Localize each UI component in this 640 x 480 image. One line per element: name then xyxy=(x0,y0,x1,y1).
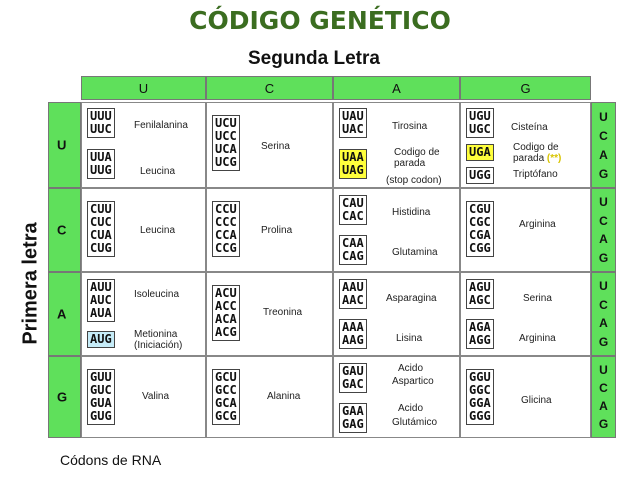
amino-acid-label: Lisina xyxy=(396,333,423,344)
third-letter: C xyxy=(599,128,608,143)
codon-group xyxy=(339,403,367,433)
second-letter-label: Segunda Letra xyxy=(248,48,380,69)
row-header-label: U xyxy=(57,137,67,153)
row-header-u xyxy=(48,102,81,188)
codon: CUG xyxy=(90,241,112,255)
cell-gc xyxy=(206,356,333,438)
amino-acid-label: Valina xyxy=(142,391,170,402)
amino-acid-label: Leucina xyxy=(140,225,176,236)
row-header-label: A xyxy=(57,306,67,322)
row-header-c xyxy=(48,188,81,272)
codon: CCG xyxy=(215,241,237,255)
codon-group xyxy=(466,167,494,184)
codon: AUG xyxy=(90,332,112,346)
row-header-g xyxy=(48,356,81,438)
codon: UAG xyxy=(342,163,364,177)
row-header-label: G xyxy=(57,389,68,405)
codon: AGU xyxy=(469,280,491,294)
codon: GCA xyxy=(215,396,237,410)
first-letter-label: Primera letra xyxy=(19,222,42,345)
codon: CAU xyxy=(342,196,364,210)
codon-group xyxy=(212,285,240,341)
codon-group xyxy=(87,108,115,138)
codon: AAU xyxy=(342,280,364,294)
cell-ag xyxy=(460,272,591,356)
codon: ACG xyxy=(215,325,237,339)
codon-group xyxy=(466,201,494,257)
cell-au xyxy=(81,272,206,356)
codon: UGU xyxy=(469,109,491,123)
codon-group xyxy=(212,369,240,425)
codon: AGG xyxy=(469,333,491,347)
third-letter-column-u xyxy=(591,102,616,188)
third-letter-column-c xyxy=(591,188,616,272)
cell-cu xyxy=(81,188,206,272)
third-letter-column-g xyxy=(591,356,616,438)
stop-codon-group xyxy=(339,149,367,179)
codon: GGC xyxy=(469,383,491,397)
codon-group xyxy=(212,115,240,171)
third-letter: G xyxy=(598,250,609,265)
codon: CGC xyxy=(469,215,491,229)
stop-label-text: parada xyxy=(513,153,545,164)
codon: CGG xyxy=(469,241,491,255)
cell-uu xyxy=(81,102,206,188)
codon: CCA xyxy=(215,228,237,242)
codon: UAA xyxy=(342,150,364,164)
codon: GUC xyxy=(90,383,112,397)
footer-caption: Códons de RNA xyxy=(60,452,162,468)
third-letter: A xyxy=(599,399,608,413)
third-letter: C xyxy=(599,297,608,312)
amino-acid-label: Alanina xyxy=(267,391,301,402)
third-letter: U xyxy=(599,363,608,377)
codon: AAG xyxy=(342,333,364,347)
third-letter: U xyxy=(599,279,608,294)
codon: GAA xyxy=(342,404,364,418)
codon-group xyxy=(212,201,240,257)
codon: UAU xyxy=(342,109,364,123)
amino-acid-label: Asparagina xyxy=(386,293,437,304)
column-header-u: U xyxy=(81,76,206,100)
codon: CAC xyxy=(342,209,364,223)
codon: GAC xyxy=(342,377,364,391)
codon: UUU xyxy=(90,109,112,123)
amino-acid-label: Serina xyxy=(261,141,290,152)
cell-uc xyxy=(206,102,333,188)
codon: UGC xyxy=(469,122,491,136)
codon-group xyxy=(87,149,115,179)
codon: GCG xyxy=(215,409,237,423)
codon: UCA xyxy=(215,142,237,156)
amino-acid-label: Serina xyxy=(523,293,552,304)
codon: CGU xyxy=(469,202,491,216)
cell-ac xyxy=(206,272,333,356)
codon: ACU xyxy=(215,286,237,300)
cell-ua xyxy=(333,102,460,188)
codon-group xyxy=(339,363,367,393)
stop-label: parada xyxy=(394,158,426,169)
column-header-c: C xyxy=(206,76,333,100)
codon: ACA xyxy=(215,312,237,326)
codon: UCG xyxy=(215,155,237,169)
third-letter: G xyxy=(598,334,609,349)
codon: UCU xyxy=(215,116,237,130)
codon: GCU xyxy=(215,370,237,384)
codon: UGA xyxy=(469,145,491,159)
start-codon-group xyxy=(87,331,115,348)
stop-label: Codigo de xyxy=(513,142,559,153)
codon-group xyxy=(87,201,115,257)
codon: AAA xyxy=(342,320,364,334)
codon-group xyxy=(339,235,367,265)
third-letter: G xyxy=(598,417,609,431)
stop-codon-group xyxy=(466,144,494,161)
codon: GCC xyxy=(215,383,237,397)
codon: AAC xyxy=(342,293,364,307)
third-letter: C xyxy=(599,381,608,395)
cell-gg xyxy=(460,356,591,438)
codon-group xyxy=(339,195,367,225)
amino-acid-label: Aspartico xyxy=(392,376,434,387)
stop-mark: (**) xyxy=(546,153,562,164)
codon: UAC xyxy=(342,122,364,136)
amino-acid-label: Glutámico xyxy=(392,417,438,428)
codon: CUU xyxy=(90,202,112,216)
codon: AUU xyxy=(90,280,112,294)
amino-acid-label: Glutamina xyxy=(392,247,438,258)
codon: GAG xyxy=(342,417,364,431)
codon: CUC xyxy=(90,215,112,229)
codon: AGA xyxy=(469,320,491,334)
codon: GGG xyxy=(469,409,491,423)
codon: ACC xyxy=(215,299,237,313)
codon: CGA xyxy=(469,228,491,242)
codon-group xyxy=(466,108,494,138)
amino-acid-label: Histidina xyxy=(392,207,431,218)
amino-acid-label: Arginina xyxy=(519,333,556,344)
codon: GGA xyxy=(469,396,491,410)
start-label: (Iniciación) xyxy=(134,340,183,351)
third-letter: C xyxy=(599,213,608,228)
codon: GUA xyxy=(90,396,112,410)
amino-acid-label: Cisteína xyxy=(511,122,548,133)
amino-acid-label: Glicina xyxy=(521,395,552,406)
row-header-label: C xyxy=(57,222,67,238)
codon: CUA xyxy=(90,228,112,242)
stop-codon-note: (stop codon) xyxy=(386,175,442,186)
third-letter: U xyxy=(599,109,608,124)
third-letter: A xyxy=(599,232,608,247)
cell-ga xyxy=(333,356,460,438)
codon: UUC xyxy=(90,122,112,136)
cell-aa xyxy=(333,272,460,356)
codon: UUA xyxy=(90,150,112,164)
amino-acid-label: Prolina xyxy=(261,225,293,236)
codon-group xyxy=(87,279,115,322)
amino-acid-label: Leucina xyxy=(140,166,176,177)
amino-acid-label: Acido xyxy=(398,403,424,414)
amino-acid-label: Treonina xyxy=(263,307,303,318)
codon-group xyxy=(339,319,367,349)
codon: GUG xyxy=(90,409,112,423)
codon: GAU xyxy=(342,364,364,378)
table-corner xyxy=(48,76,81,102)
cell-cc xyxy=(206,188,333,272)
codon-group xyxy=(466,319,494,349)
codon: AGC xyxy=(469,293,491,307)
amino-acid-label: Triptófano xyxy=(513,169,558,180)
cell-cg xyxy=(460,188,591,272)
column-header-g: G xyxy=(460,76,591,100)
codon-group xyxy=(339,108,367,138)
codon: AUA xyxy=(90,306,112,320)
codon: UGG xyxy=(469,168,491,182)
third-letter-column-a xyxy=(591,272,616,356)
codon-group xyxy=(466,279,494,309)
third-letter: G xyxy=(598,166,609,181)
stop-label xyxy=(513,153,561,164)
codon: CCU xyxy=(215,202,237,216)
codon-group xyxy=(339,279,367,309)
codon: GUU xyxy=(90,370,112,384)
page-title: CÓDIGO GENÉTICO xyxy=(189,6,451,35)
codon: UCC xyxy=(215,129,237,143)
third-letter: A xyxy=(599,147,608,162)
amino-acid-label: Arginina xyxy=(519,219,556,230)
cell-ca xyxy=(333,188,460,272)
codon: CAG xyxy=(342,249,364,263)
stop-label: Codigo de xyxy=(394,147,440,158)
cell-ug xyxy=(460,102,591,188)
column-header-a: A xyxy=(333,76,460,100)
codon-group xyxy=(87,369,115,425)
codon: CCC xyxy=(215,215,237,229)
codon-table xyxy=(48,76,616,438)
cell-gu xyxy=(81,356,206,438)
amino-acid-label: Fenilalanina xyxy=(134,120,188,131)
amino-acid-label: Acido xyxy=(398,363,424,374)
row-header-a xyxy=(48,272,81,356)
start-label: Metionina xyxy=(134,329,178,340)
codon: GGU xyxy=(469,370,491,384)
codon: AUC xyxy=(90,293,112,307)
codon-group xyxy=(466,369,494,425)
codon: UUG xyxy=(90,163,112,177)
third-letter: A xyxy=(599,316,608,331)
amino-acid-label: Isoleucina xyxy=(134,289,180,300)
codon: CAA xyxy=(342,236,364,250)
third-letter: U xyxy=(599,195,608,210)
amino-acid-label: Tirosina xyxy=(392,121,428,132)
